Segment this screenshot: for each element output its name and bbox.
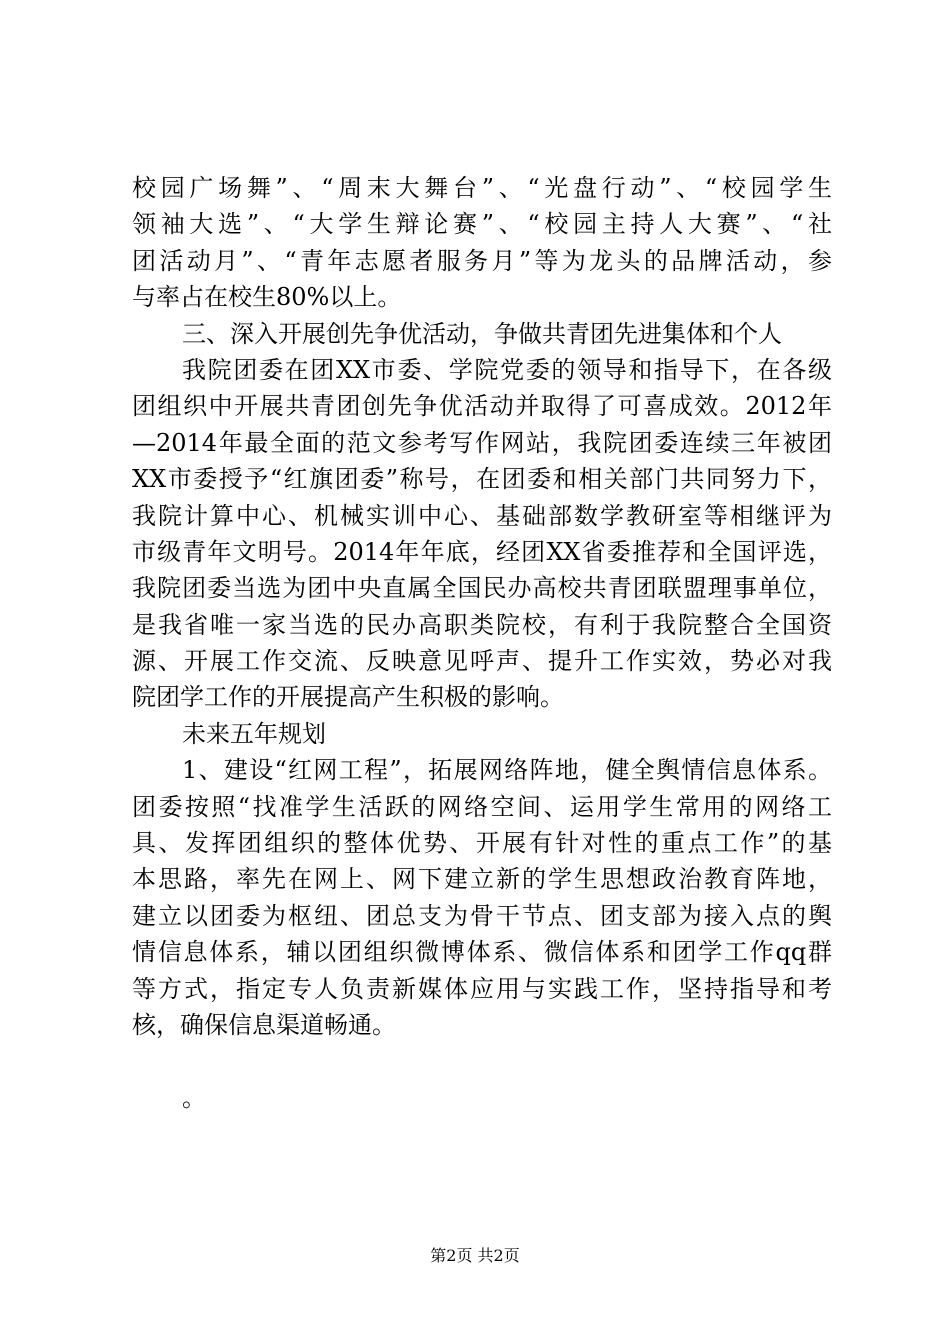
page-footer: 第2页 共2页 bbox=[430, 1246, 520, 1265]
text-line-12: 我院团委当选为团中央直属全国民办高校共青团联盟理事单位， bbox=[132, 574, 832, 603]
text-line-11: 市级青年文明号。2014年年底，经团XX省委推荐和全国评选， bbox=[132, 537, 832, 566]
text-line-10: 我院计算中心、机械实训中心、基础部数学教研室等相继评为 bbox=[132, 501, 832, 530]
text-line-8: —2014年最全面的范文参考写作网站，我院团委连续三年被团 bbox=[132, 428, 832, 457]
blank-line bbox=[132, 1043, 832, 1079]
text-line-17: 1、建设“红网工程”，拓展网络阵地，健全舆情信息体系。 bbox=[182, 756, 832, 785]
section-heading: 三、深入开展创先争优活动，争做共青团先进集体和个人 bbox=[182, 319, 782, 348]
text-line-23: 等方式，指定专人负责新媒体应用与实践工作，坚持指导和考 bbox=[132, 974, 832, 1003]
text-line-18: 团委按照“找准学生活跃的网络空间、运用学生常用的网络工 bbox=[132, 792, 832, 821]
text-line-24: 核，确保信息渠道畅通。 bbox=[132, 1010, 396, 1039]
plan-heading: 未来五年规划 bbox=[182, 719, 326, 748]
text-line-3: 团活动月”、“青年志愿者服务月”等为龙头的品牌活动，参 bbox=[132, 246, 832, 275]
text-line-14: 源、开展工作交流、反映意见呼声、提升工作实效，势必对我 bbox=[132, 647, 832, 676]
text-line-22: 情信息体系，辅以团组织微博体系、微信体系和团学工作qq群 bbox=[132, 938, 832, 967]
text-line-6: 我院团委在团XX市委、学院党委的领导和指导下，在各级 bbox=[182, 355, 832, 384]
text-line-2: 领袖大选”、“大学生辩论赛”、“校园主持人大赛”、“社 bbox=[132, 210, 832, 239]
text-line-19: 具、发挥团组织的整体优势、开展有针对性的重点工作”的基 bbox=[132, 829, 832, 858]
text-line-15: 院团学工作的开展提高产生积极的影响。 bbox=[132, 683, 564, 712]
text-line-7: 团组织中开展共青团创先争优活动并取得了可喜成效。2012年 bbox=[132, 392, 832, 421]
text-line-9: XX市委授予“红旗团委”称号，在团委和相关部门共同努力下， bbox=[132, 465, 832, 494]
text-line-21: 建立以团委为枢纽、团总支为骨干节点、团支部为接入点的舆 bbox=[132, 901, 832, 930]
text-line-4: 与率占在校生80%以上。 bbox=[132, 283, 402, 312]
text-line-13: 是我省唯一家当选的民办高职类院校，有利于我院整合全国资 bbox=[132, 610, 832, 639]
document-body bbox=[132, 170, 832, 1116]
trailing-mark: 。 bbox=[182, 1083, 206, 1112]
text-line-1: 校园广场舞”、“周末大舞台”、“光盘行动”、“校园学生 bbox=[132, 174, 832, 202]
text-line-20: 本思路，率先在网上、网下建立新的学生思想政治教育阵地， bbox=[132, 865, 832, 894]
